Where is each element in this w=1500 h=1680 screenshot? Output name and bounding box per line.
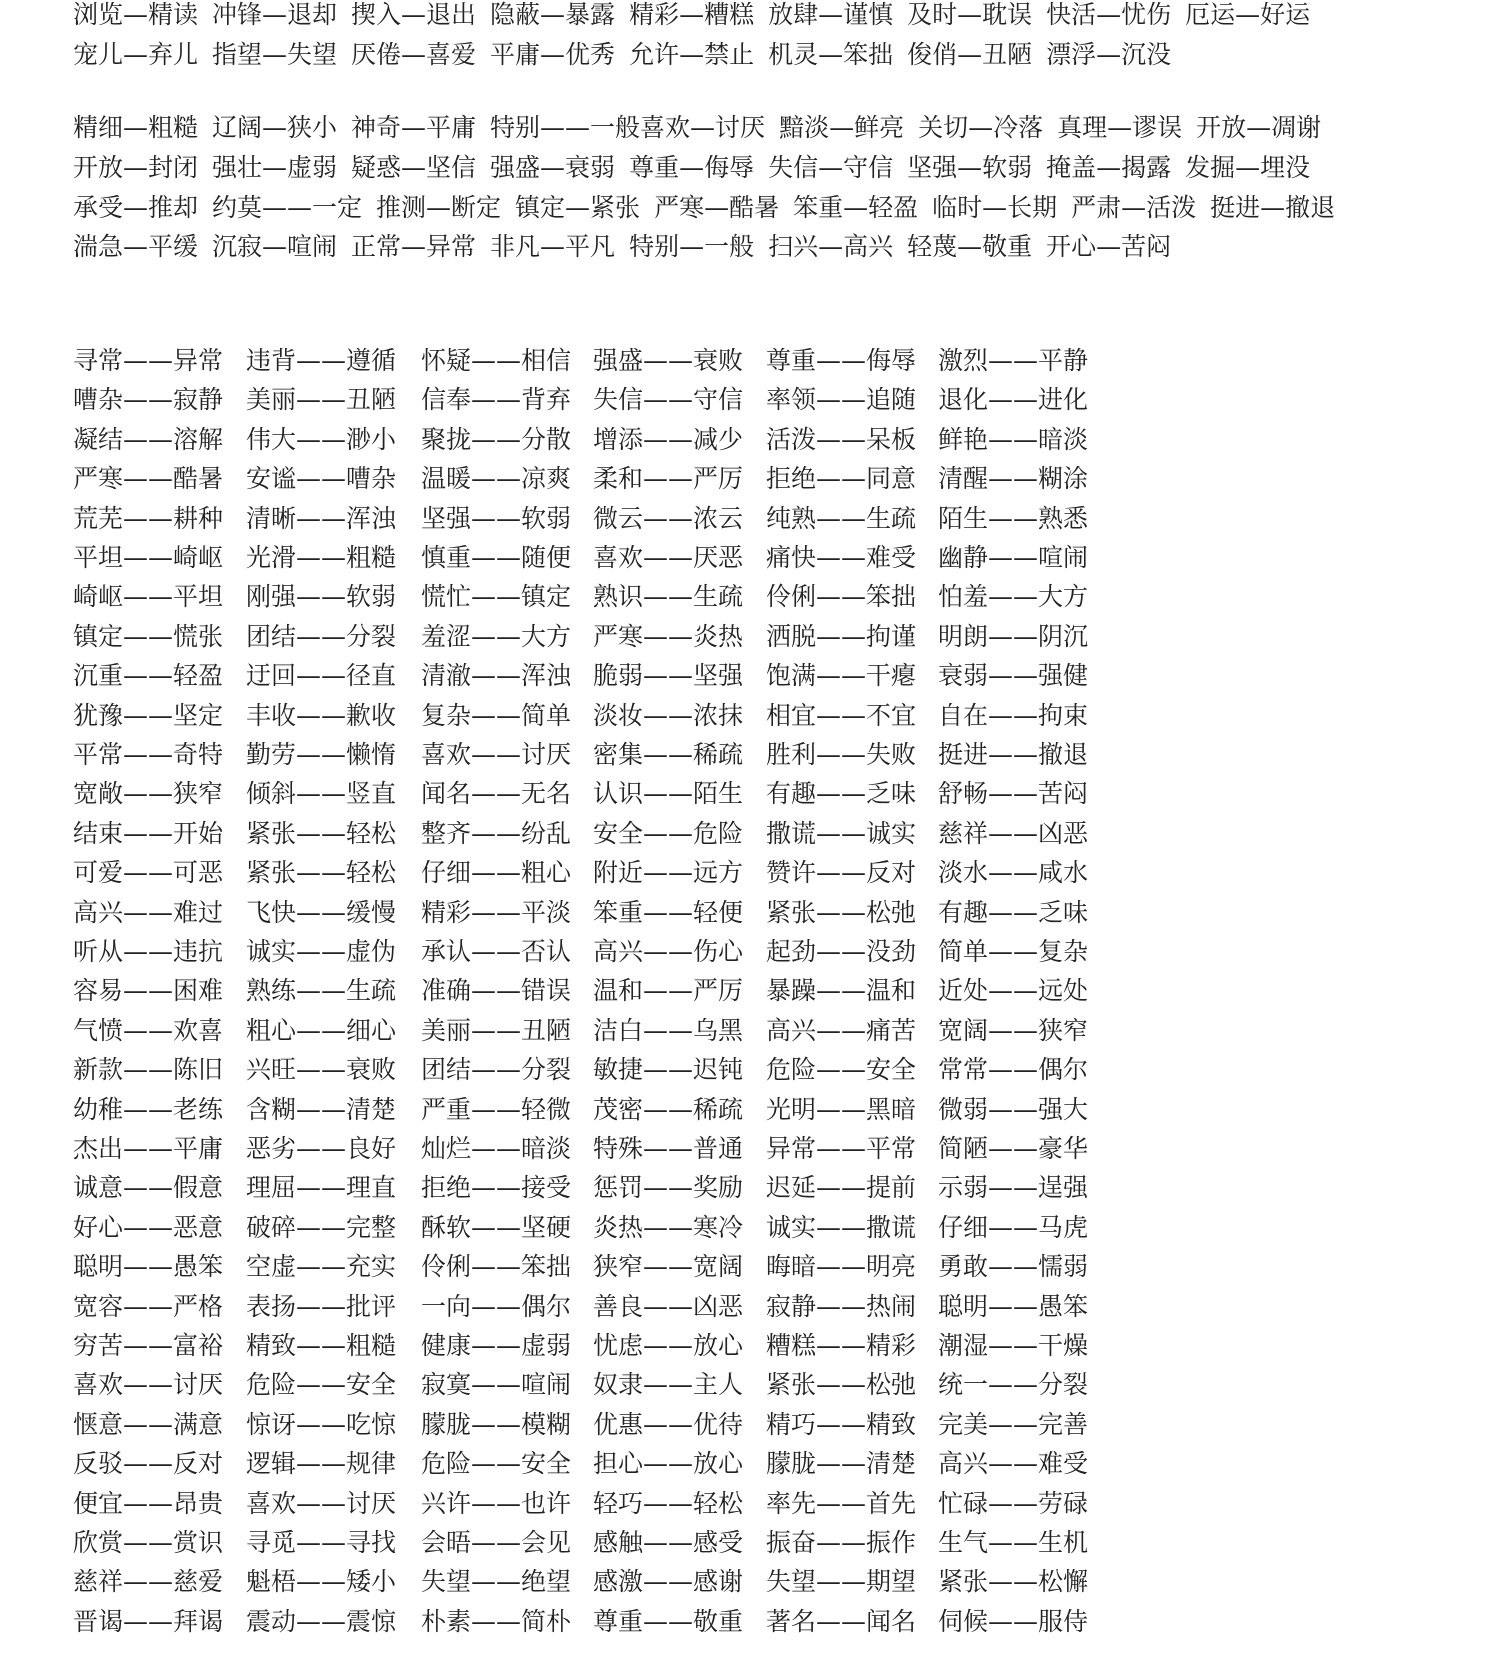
antonym-pair: 光明——黑暗 [766,1094,917,1124]
antonym-pair: 危险——安全 [421,1449,572,1479]
antonym-pair: 喜欢——厌恶 [593,543,744,572]
antonym-pair: 痛快——难受 [766,543,917,572]
antonym-pair: 诚意——假意 [73,1173,224,1203]
antonym-line [73,153,1324,183]
antonym-pair: 惬意——满意 [73,1409,224,1439]
antonym-pair: 喜欢——讨厌 [421,740,572,769]
antonym-line [73,232,1185,262]
antonym-pair: 平常——奇特 [73,740,224,769]
antonym-pair: 精巧——精致 [766,1409,917,1439]
antonym-pair: 强壮—虚弱 [212,153,338,182]
antonym-pair: 承认——否认 [421,937,572,966]
antonym-pair: 崎岖——平坦 [73,582,224,612]
antonym-pair: 撒谎——诚实 [766,818,917,848]
antonym-pair: 活泼——呆板 [766,424,917,454]
antonym-pair: 平庸—优秀 [490,40,616,69]
antonym-pair: 快活—忧伤 [1046,0,1172,29]
antonym-pair: 严寒—酷暑 [654,193,780,222]
antonym-pair: 灿烂——暗淡 [421,1134,572,1163]
antonym-pair: 高兴——伤心 [593,937,744,966]
antonym-pair: 严寒——炎热 [593,621,744,651]
antonym-pair: 整齐——纷乱 [421,818,572,848]
antonym-pair: 冲锋—退却 [212,0,338,29]
antonym-pair: 嘈杂——寂静 [73,385,224,415]
antonym-pair: 笨重——轻便 [593,897,744,927]
antonym-pair: 怀疑——相信 [421,346,572,375]
antonym-pair: 非凡—平凡 [490,232,616,261]
antonym-pair: 暴躁——温和 [766,976,917,1006]
antonym-pair: 敏捷——迟钝 [593,1055,744,1085]
antonym-pair: 惊讶——吃惊 [246,1409,397,1439]
antonym-pair: 生气——生机 [938,1528,1089,1557]
antonym-pair: 激烈——平静 [938,346,1089,375]
antonym-pair: 简陋——豪华 [938,1134,1089,1163]
antonym-pair: 隐蔽—暴露 [490,0,616,29]
antonym-pair: 精细—粗糙 [73,113,199,142]
antonym-pair: 神奇—平庸 [351,113,477,142]
antonym-pair: 温和——严厉 [593,976,744,1006]
antonym-pair: 拒绝——接受 [421,1173,572,1203]
antonym-pair: 幼稚——老练 [73,1094,224,1124]
antonym-pair: 飞快——缓慢 [246,897,397,927]
antonym-pair: 紧张——轻松 [246,858,397,888]
antonym-pair: 严肃—活泼 [1071,193,1197,222]
antonym-pair: 会晤——会见 [421,1528,572,1557]
antonym-pair: 振奋——振作 [766,1528,917,1557]
antonym-pair: 及时—耽误 [907,0,1033,29]
antonym-pair: 喜欢——讨厌 [246,1488,397,1518]
antonym-pair: 平坦——崎岖 [73,543,224,572]
antonym-pair: 宽阔——狭窄 [938,1015,1089,1045]
antonym-pair: 承受—推却 [73,193,199,222]
antonym-pair: 著名——闻名 [766,1606,917,1636]
antonym-pair: 穷苦——富裕 [73,1331,224,1360]
antonym-pair: 兴许——也许 [421,1488,572,1518]
antonym-pair: 空虚——充实 [246,1252,397,1282]
antonym-pair: 起劲——没劲 [766,937,917,966]
antonym-pair: 临时—长期 [932,193,1058,222]
antonym-pair: 统一——分裂 [938,1370,1089,1400]
antonym-pair: 晋谒——拜谒 [73,1606,224,1636]
antonym-pair: 信奉——背弃 [421,385,572,415]
antonym-pair: 严寒——酷暑 [73,464,224,494]
antonym-pair: 炎热——寒冷 [593,1212,744,1242]
antonym-pair: 简单——复杂 [938,937,1089,966]
antonym-pair: 厄运—好运 [1185,0,1311,29]
antonym-pair: 轻蔑—敬重 [907,232,1033,261]
antonym-pair: 朦胧——模糊 [421,1409,572,1439]
antonym-pair: 掩盖—揭露 [1046,153,1172,182]
antonym-pair: 坚强——软弱 [421,503,572,533]
antonym-pair: 洒脱——拘谨 [766,621,917,651]
antonym-pair: 熟练——生疏 [246,976,397,1006]
antonym-pair: 寂寞——喧闹 [421,1370,572,1400]
antonym-pair: 高兴——难受 [938,1449,1089,1479]
antonym-pair: 退化——进化 [938,385,1089,415]
antonym-pair: 鲜艳——暗淡 [938,424,1089,454]
antonym-pair: 轻巧——轻松 [593,1488,744,1518]
antonym-pair: 纯熟——生疏 [766,503,917,533]
antonym-pair: 机灵—笨拙 [768,40,894,69]
antonym-pair: 柔和——严厉 [593,464,744,494]
antonym-pair: 异常——平常 [766,1134,917,1163]
antonym-pair: 可爱——可恶 [73,858,224,888]
antonym-pair: 奴隶——主人 [593,1370,744,1400]
antonym-pair: 朴素——简朴 [421,1606,572,1636]
antonym-pair: 理屈——理直 [246,1173,397,1203]
antonym-pair: 密集——稀疏 [593,740,744,769]
antonym-pair: 荒芜——耕种 [73,503,224,533]
antonym-pair: 洁白——乌黑 [593,1015,744,1045]
antonym-pair: 温暖——凉爽 [421,464,572,494]
antonym-pair: 沉重——轻盈 [73,661,224,691]
antonym-pair: 酥软——坚硬 [421,1212,572,1242]
antonym-pair: 羞涩——大方 [421,621,572,651]
antonym-pair: 饱满——干瘪 [766,661,917,691]
antonym-pair: 湍急—平缓 [73,232,199,261]
antonym-pair: 指望—失望 [212,40,338,69]
antonym-pair: 丰收——歉收 [246,700,397,730]
antonym-pair: 善良——凶恶 [593,1291,744,1321]
antonym-pair: 表扬——批评 [246,1291,397,1321]
antonym-pair: 仔细——马虎 [938,1212,1089,1242]
antonym-pair: 忧虑——放心 [593,1331,744,1360]
antonym-pair: 笨重—轻盈 [793,193,919,222]
antonym-pair: 寂静——热闹 [766,1291,917,1321]
antonym-pair: 优惠——优待 [593,1409,744,1439]
antonym-pair: 安全——危险 [593,818,744,848]
antonym-pair: 清澈——浑浊 [421,661,572,691]
antonym-pair: 含糊——清楚 [246,1094,397,1124]
antonym-pair: 潮湿——干燥 [938,1331,1089,1360]
antonym-pair: 紧张——松弛 [766,897,917,927]
antonym-pair: 认识——陌生 [593,779,744,809]
antonym-pair: 放肆—谨慎 [768,0,894,29]
antonym-pair: 失信——守信 [593,385,744,415]
antonym-pair: 厌倦—喜爱 [351,40,477,69]
antonym-pair: 勤劳——懒惰 [246,740,397,769]
antonym-pair: 聚拢——分散 [421,424,572,454]
antonym-pair: 失信—守信 [768,153,894,182]
antonym-pair: 特别—一般 [629,232,755,261]
antonym-pair: 淡妆——浓抹 [593,700,744,730]
antonym-pair: 失望——绝望 [421,1567,572,1597]
antonym-pair: 朦胧——清楚 [766,1449,917,1479]
antonym-pair: 感触——感受 [593,1528,744,1557]
antonym-pair: 发掘—埋没 [1185,153,1311,182]
antonym-pair: 胜利——失败 [766,740,917,769]
antonym-pair: 强盛—衰弱 [490,153,616,182]
antonym-pair: 结束——开始 [73,818,224,848]
antonym-pair: 宽容——严格 [73,1291,224,1321]
antonym-pair: 寻觅——寻找 [246,1528,397,1557]
antonym-line [73,40,1185,70]
antonym-pair: 挺进—撤退 [1210,193,1336,222]
antonym-pair: 好心——恶意 [73,1212,224,1242]
antonym-pair: 允许—禁止 [629,40,755,69]
antonym-pair: 开心—苦闷 [1046,232,1172,261]
antonym-pair: 寻常——异常 [73,346,224,375]
antonym-pair: 增添——减少 [593,424,744,454]
antonym-pair: 震动——震惊 [246,1606,397,1636]
antonym-pair: 逻辑——规律 [246,1449,397,1479]
antonym-pair: 强盛——衰败 [593,346,744,375]
antonym-pair: 糟糕——精彩 [766,1331,917,1360]
antonym-pair: 健康——虚弱 [421,1331,572,1360]
antonym-pair: 团结——分裂 [246,621,397,651]
antonym-line [73,0,1324,30]
antonym-pair: 精致——粗糙 [246,1331,397,1360]
antonym-pair: 迂回——径直 [246,661,397,691]
antonym-pair: 凝结——溶解 [73,424,224,454]
antonym-pair: 恶劣——良好 [246,1134,397,1163]
antonym-pair: 晦暗——明亮 [766,1252,917,1282]
antonym-pair: 复杂——简单 [421,700,572,730]
antonym-pair: 近处——远处 [938,976,1089,1006]
antonym-pair: 美丽——丑陋 [421,1015,572,1045]
antonym-pair: 尊重——敬重 [593,1606,744,1636]
antonym-pair: 美丽——丑陋 [246,385,397,415]
antonym-pair: 辽阔—狭小 [212,113,338,142]
antonym-pair: 浏览—精读 [73,0,199,29]
antonym-pair: 违背——遵循 [246,346,397,375]
antonym-pair: 特殊——普通 [593,1134,744,1163]
antonym-pair: 欣赏——赏识 [73,1528,224,1557]
antonym-pair: 拒绝——同意 [766,464,917,494]
antonym-pair: 勇敢——懦弱 [938,1252,1089,1282]
antonym-pair: 光滑——粗糙 [246,543,397,572]
antonym-pair: 脆弱——坚强 [593,661,744,691]
antonym-pair: 破碎——完整 [246,1212,397,1242]
antonym-pair: 特别——一般喜欢—讨厌 [490,113,766,142]
antonym-pair: 开放—封闭 [73,153,199,182]
antonym-pair: 镇定—紧张 [515,193,641,222]
antonym-pair: 危险——安全 [766,1055,917,1085]
antonym-pair: 自在——拘束 [938,700,1089,730]
antonym-pair: 疑惑—坚信 [351,153,477,182]
antonym-pair: 开放—凋谢 [1196,113,1322,142]
antonym-pair: 尊重—侮辱 [629,153,755,182]
antonym-pair: 一向——偶尔 [421,1291,572,1321]
antonym-pair: 关切—冷落 [918,113,1044,142]
antonym-pair: 紧张——轻松 [246,818,397,848]
antonym-pair: 宠儿—弃儿 [73,40,199,69]
antonym-pair: 率领——追随 [766,385,917,415]
antonym-pair: 清醒——糊涂 [938,464,1089,494]
antonym-pair: 示弱——逞强 [938,1173,1089,1203]
antonym-pair: 相宜——不宜 [766,700,917,730]
antonym-pair: 伟大——渺小 [246,424,397,454]
antonym-pair: 挺进——撤退 [938,740,1089,769]
antonym-pair: 粗心——细心 [246,1015,397,1045]
antonym-pair: 有趣——乏味 [938,897,1089,927]
antonym-pair: 气愤——欢喜 [73,1015,224,1045]
antonym-pair: 宽敞——狭窄 [73,779,224,809]
antonym-pair: 率先——首先 [766,1488,917,1518]
antonym-pair: 高兴——痛苦 [766,1015,917,1045]
antonym-pair: 熟识——生疏 [593,582,744,612]
antonym-pair: 真理—谬误 [1057,113,1183,142]
antonym-pair: 茂密——稀疏 [593,1094,744,1124]
antonym-pair: 有趣——乏味 [766,779,917,809]
antonym-pair: 感激——感谢 [593,1567,744,1597]
antonym-line [73,193,1349,223]
antonym-pair: 完美——完善 [938,1409,1089,1439]
antonym-pair: 赞许——反对 [766,858,917,888]
antonym-pair: 聪明——愚笨 [938,1291,1089,1321]
antonym-pair: 陌生——熟悉 [938,503,1089,533]
antonym-pair: 明朗——阴沉 [938,621,1089,651]
antonym-pair: 安谧——嘈杂 [246,464,397,494]
antonym-pair: 常常——偶尔 [938,1055,1089,1085]
antonym-pair: 衰弱——强健 [938,661,1089,691]
antonym-pair: 狭窄——宽阔 [593,1252,744,1282]
antonym-pair: 慎重——随便 [421,543,572,572]
antonym-pair: 精彩—糟糕 [629,0,755,29]
antonym-pair: 清晰——浑浊 [246,503,397,533]
antonym-pair: 幽静——喧闹 [938,543,1089,572]
antonym-pair: 兴旺——衰败 [246,1055,397,1085]
antonym-pair: 怕羞——大方 [938,582,1089,612]
antonym-pair: 犹豫——坚定 [73,700,224,730]
antonym-pair: 漂浮—沉没 [1046,40,1172,69]
antonym-pair: 新款——陈旧 [73,1055,224,1085]
antonym-pair: 便宜——昂贵 [73,1488,224,1518]
antonym-pair: 揳入—退出 [351,0,477,29]
antonym-pair: 严重——轻微 [421,1094,572,1124]
antonym-pair: 魁梧——矮小 [246,1567,397,1597]
antonym-pair: 舒畅——苦闷 [938,779,1089,809]
antonym-pair: 听从——违抗 [73,937,224,966]
antonym-pair: 容易——困难 [73,976,224,1006]
antonym-pair: 仔细——粗心 [421,858,572,888]
antonym-pair: 扫兴—高兴 [768,232,894,261]
antonym-pair: 慈祥——慈爱 [73,1567,224,1597]
antonym-pair: 高兴——难过 [73,897,224,927]
antonym-pair: 诚实——撒谎 [766,1212,917,1242]
antonym-pair: 团结——分裂 [421,1055,572,1085]
antonym-pair: 闻名——无名 [421,779,572,809]
antonym-pair: 坚强—软弱 [907,153,1033,182]
antonym-pair: 迟延——提前 [766,1173,917,1203]
antonym-pair: 精彩——平淡 [421,897,572,927]
antonym-pair: 聪明——愚笨 [73,1252,224,1282]
antonym-pair: 微云——浓云 [593,503,744,533]
antonym-pair: 慌忙——镇定 [421,582,572,612]
antonym-pair: 紧张——松懈 [938,1567,1089,1597]
antonym-pair: 推测—断定 [376,193,502,222]
antonym-pair: 紧张——松弛 [766,1370,917,1400]
antonym-pair: 沉寂—喧闹 [212,232,338,261]
antonym-pair: 失望——期望 [766,1567,917,1597]
antonym-pair: 危险——安全 [246,1370,397,1400]
antonym-pair: 淡水——咸水 [938,858,1089,888]
antonym-pair: 倾斜——竖直 [246,779,397,809]
antonym-pair: 刚强——软弱 [246,582,397,612]
antonym-pair: 俊俏—丑陋 [907,40,1033,69]
antonym-pair: 喜欢——讨厌 [73,1370,224,1400]
antonym-pair: 伶俐——笨拙 [421,1252,572,1282]
antonym-pair: 担心——放心 [593,1449,744,1479]
antonym-pair: 杰出——平庸 [73,1134,224,1163]
antonym-pair: 准确——错误 [421,976,572,1006]
antonym-line [73,113,1335,143]
antonym-pair: 正常—异常 [351,232,477,261]
antonym-pair: 伶俐——笨拙 [766,582,917,612]
antonym-pair: 微弱——强大 [938,1094,1089,1124]
antonym-pair: 反驳——反对 [73,1449,224,1479]
antonym-pair: 忙碌——劳碌 [938,1488,1089,1518]
antonym-pair: 慈祥——凶恶 [938,818,1089,848]
antonym-pair: 附近——远方 [593,858,744,888]
antonym-pair: 伺候——服侍 [938,1606,1089,1636]
antonym-pair: 镇定——慌张 [73,621,224,651]
antonym-pair: 尊重——侮辱 [766,346,917,375]
antonym-pair: 诚实——虚伪 [246,937,397,966]
antonym-pair: 黯淡—鲜亮 [779,113,905,142]
antonym-pair: 约莫——一定 [212,193,363,222]
antonym-pair: 惩罚——奖励 [593,1173,744,1203]
